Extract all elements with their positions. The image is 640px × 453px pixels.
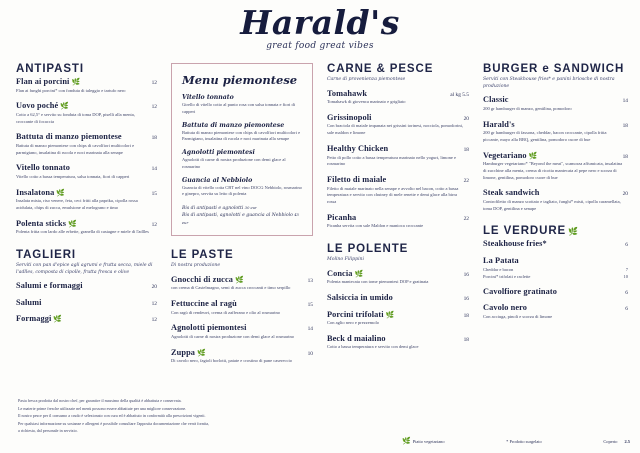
menu-item-name: Insalatona 🌿 [16,187,66,197]
menu-item-name: Salumi [16,297,42,307]
menu-item [483,256,628,280]
piemontese-item-name: Battuta di manzo piemontese [182,121,285,129]
menu-item-name: Porcini trifolati 🌿 [327,309,395,319]
piemontese-item [182,94,302,116]
menu-item-name: Healthy Chicken [327,143,389,153]
section-title-antipasti: ANTIPASTI [16,63,84,75]
menu-item-price: 14 [307,326,313,333]
piemontese-note-price: 30 eur [244,206,257,210]
menu-item-head [171,275,313,285]
menu-item-head [16,281,157,291]
footer-legend-bar [400,437,630,445]
antipasti-items [16,77,157,236]
menu-item-head [16,188,157,198]
menu-item-name: La Patata [483,255,519,265]
leaf-icon: 🌿 [402,437,411,445]
menu-item-name: Flan ai porcini 🌿 [16,77,81,86]
piemontese-item [182,122,302,144]
menu-item-description: Agnolotti di carne di nostra produzione con demi glace al rosmarino [171,333,294,339]
menu-item-description: Di cavolo nero, fagioli borlotti, patate e crostino di pane casereccio [171,358,292,364]
piemontese-note-text: Bis di antipasti e agnolotti [182,206,245,211]
menu-item-price: 20 [622,191,628,198]
menu-item-price: 15 [307,301,313,308]
burger-items [483,95,628,212]
menu-item-description: 200 gr hamburger di fassona, cheddar, bacon croccante, cipolla fritta piccante, mayo alla BBQ, gentilina, pomodoro cuore di bue [483,130,607,142]
menu-item-name: Formaggi 🌿 [16,314,63,324]
menu-item-name: Beck d maialino [327,333,386,343]
menu-item [171,275,313,292]
menu-item-head [483,151,628,161]
menu-item-name: Fettuccine al ragù [171,298,237,308]
menu-item-name: Battuta di manzo piemontese [16,132,122,142]
menu-item [171,323,313,340]
menu-item [171,348,313,365]
menu-item-name: Cavolfiore gratinato [483,286,557,296]
leaf-icon: 🌿 [568,227,579,237]
menu-item-head [16,298,157,308]
menu-item-head [16,163,157,173]
footer-legal-line: Il nostro pesce per il consumo a crudo è selezionato con cura ed è abbattuto in conformità alla prescrizioni vigenti. [18,413,206,419]
piemontese-item-description: Guancia di vitello cotta CBT nel vino DOCG Nebbiolo, rosmarino e ginepro, servita su letto di polenta [182,184,302,197]
menu-item-variant [483,266,628,273]
menu-item-name: Salumi e formaggi [16,281,83,291]
menu-item-description: Battuta di manzo piemontese con chips di cavolfiori multicolori e parmigiano, insalatina di rucola e noci marinata alla senape [16,142,135,155]
menu-item [483,151,628,182]
menu-item-name: Vitello tonnato [16,163,70,173]
section-title-polente: LE POLENTE [327,243,409,256]
menu-item-name: Uovo poché 🌿 [16,101,70,111]
piemontese-item-name: Agnolotti piemontesi [182,149,255,156]
menu-item [16,314,157,324]
column-carne-polente [320,63,476,378]
menu-item-head [483,256,628,266]
menu-item-name: Agnolotti piemontesi [171,323,247,333]
legend-vegetarian-label: Piatto vegetariano [412,439,445,444]
taglieri-items [16,281,157,324]
menu-item [16,163,157,180]
leaf-icon: 🌿 [385,310,395,319]
menu-item [16,77,157,94]
menu-item [327,175,469,206]
piemontese-item-description: Battuta di manzo piemontese con chips di cavolfiori multicolori e Parmigiano, insalatina di rucola e noci marinata alla senape [182,129,301,142]
column-piemontese-paste [164,63,320,378]
section-subtitle-polente: Molino Filippini [327,257,364,263]
menu-item-price: 6 [625,242,628,249]
menu-item [327,293,469,303]
menu-item-name: Classic [483,95,509,105]
section-subtitle-carne: Carne di provenienza piemontese [327,77,406,82]
menu-item [327,269,469,286]
polente-items [327,269,469,351]
menu-item-price: 18 [463,336,469,343]
section-title-taglieri: TAGLIERI [16,248,77,261]
menu-item-name: Filetto di maiale [327,175,387,184]
section-subtitle-paste: Di nostra produzione [171,263,221,269]
footer-legal-line: a richiesta, dal personale in servizio. [18,428,78,434]
menu-item [483,95,628,112]
menu-item [16,188,157,212]
menu-item-description: Hamburger vegetariano* "Beyond the meat", scamorza affumicata, insalatina di zucchine alla menta, crema di ricotta mantecata al pepe nero e scorza di limone, gentilina, pomodoro cuore di bue [483,161,623,180]
menu-item-head [171,348,313,358]
menu-item [483,287,628,297]
menu-item [483,120,628,144]
menu-item-price: 22 [463,215,469,222]
menu-item-price: 12 [151,300,157,307]
leaf-icon: 🌿 [528,151,538,160]
menu-item-name: Cavolo nero [483,303,528,313]
menu-item-description: Cotto a bassa temperatura e servito con demi glace [327,344,419,350]
menu-item-description: Picanha servita con sale Maldon e manioca croccante [327,223,424,229]
menu-item-price: 12 [151,317,157,324]
menu-item-head [483,120,628,130]
menu-item-description: Flan ai funghi porcini* con fonduta di taleggio e tartufo nero [16,87,126,93]
leaf-icon: 🌿 [60,102,70,111]
menu-item-name: Harald's [483,119,515,129]
menu-item-price: 12 [151,104,157,111]
menu-item-description: Tomahawk di giovenca marinato e grigliato [327,99,406,105]
section-subtitle-taglieri: Serviti con pan d'epice agli agrumi e frutta secca, miele di l'adlles, composta di cipolle, frutta fresca e olive [16,262,153,275]
leaf-icon: 🌿 [71,78,81,86]
menu-item-name: Gnocchi di zucca 🌿 [171,274,244,284]
piemontese-item-name: Guancia al Nebbiolo [182,176,253,184]
menu-item-price: 18 [622,153,628,160]
piemontese-note [182,212,302,227]
menu-item-name: Steak sandwich [483,188,540,198]
menu-item-head [327,89,469,99]
menu-item-head [16,101,157,111]
legend-frozen-label: * Prodotto surgelato [506,439,542,444]
menu-item [483,239,628,249]
menu-item-description: Filetto di maiale marinato nella senape e avvolto nel bacon, cotto a bassa temperatura e servito con chutney di mele renette e demi glace alla birra rossa [327,185,459,205]
menu-item-head [16,219,157,229]
menu-item-head [483,287,628,297]
menu-item-price: 18 [622,122,628,129]
menu-item-head [171,323,313,333]
cover-charge-value: 2.5 [624,439,630,444]
menu-item-head [327,113,469,123]
paste-items [171,275,313,365]
piemontese-item-name: Vitello tonnato [182,94,234,101]
section-antipasti [16,63,157,236]
menu-item-name: Salsiccia in umido [327,293,393,302]
menu-item-price: 16 [463,271,469,278]
menu-item-head [327,175,469,185]
menu-item-head [327,144,469,154]
menu-item-description: Petto di pollo cotto a bassa temperatura marinato nello yogurt, limone e rosmarino [327,154,456,167]
piemontese-note [182,205,302,212]
menu-item-description: Con braciola di maiale impanata nei grissini torinesi, nocciola, pomodorini, sale maldon e limone [327,123,463,136]
variant-price: 10 [623,273,628,279]
menu-item-description: Polenta mantecata con tome piemontesi DOP e gratinata [327,279,429,285]
menu-item-head [16,77,157,87]
cover-charge [603,439,630,444]
section-subtitle-burger: Serviti con Steakhouse fries* e panini briosche di nostra produzione [483,77,615,89]
menu-item-head [327,310,469,320]
section-taglieri [16,249,157,324]
piemontese-items [182,94,302,198]
menu-item [16,281,157,291]
menu-item [327,213,469,230]
menu-item [483,188,628,212]
menu-item-name: Zuppa 🌿 [171,347,206,357]
menu-item-price: 10 [307,350,313,357]
menu-item-head [171,299,313,309]
restaurant-logo: Harald's [240,3,400,42]
piemontese-note-price: 45 eur [182,213,299,225]
menu-item-price: 18 [463,312,469,319]
section-title-carne: CARNE & PESCE [327,63,434,75]
leaf-icon: 🌿 [68,219,77,228]
menu-item [16,101,157,125]
menu-item-head [327,293,469,303]
menu-item-price: 20 [463,115,469,122]
menu-item-name: Vegetariano 🌿 [483,150,538,160]
menu-item-name: Tomahawk [327,88,368,98]
leaf-icon: 🌿 [354,269,364,278]
leaf-icon: 🌿 [53,315,63,324]
menu-item-price: 14 [151,166,157,173]
piemontese-item [182,177,302,199]
menu-item [483,303,628,320]
column-antipasti-taglieri [8,63,164,378]
menu-item [327,334,469,351]
menu-item-price: 16 [463,296,469,302]
menu-item-head [483,188,628,198]
menu-item-head [483,239,628,249]
section-title-burger: BURGER e SANDWICH [483,63,625,75]
legend-vegetarian [400,437,445,445]
footer-legal-line: Pasta fresca prodotta dal nostro chef, per garantire il massimo della qualità è abbattuta e conservata. [18,398,182,404]
section-carne [327,63,469,230]
menu-item-description: Polenta fritta con lardo alle erbette, granella di castagne e miele di l'adlles [16,229,149,235]
menu-item-price: 14 [622,98,628,105]
menu-item-name: Concia 🌿 [327,268,364,278]
variant-label: Porcini* trifolati e raclette [483,273,531,279]
menu-item-name: Steakhouse fries* [483,239,547,249]
menu-item-head [483,303,628,313]
footer-legal-line: Per qualsiasi informazione su sostanze e allergeni è possibile consultare l'apposita documentazione che verrà fornita, [18,420,210,426]
menu-item-description: Vitello cotto a bassa temperatura, salsa tonnata, fiori di capperi [16,173,130,179]
section-title-verdure [483,225,628,237]
piemontese-item-description: Agnolotti di carne di nostra produzione con demi glace al rosmarino [182,157,286,169]
menu-item-name: Grissinopoli [327,112,372,122]
piemontese-menu-box [171,63,313,236]
footer-legal-text [18,397,318,435]
verdure-items [483,239,628,320]
menu-item-head [16,132,157,142]
menu-item-name: Picanha [327,212,357,222]
menu-item [327,89,469,106]
carne-items [327,89,469,230]
leaf-icon: 🌿 [56,188,66,197]
menu-item [327,310,469,327]
menu-item-price: 15 [151,190,157,197]
menu-columns [0,63,640,378]
piemontese-title: Menu piemontese [182,73,298,87]
piemontese-item-description: Girello di vitello cotto al punto rosa con salsa tonnata e fiori di capperi [182,102,295,114]
menu-item-description: Insalata mista, riso venere, feta, ceci fritti alla paprika, cipolla rossa acidulata, chips di zucca, emulsione al melograno e timo [16,198,138,210]
variant-price: 7 [625,266,628,272]
section-paste [171,249,313,365]
menu-item-price: 18 [151,135,157,142]
menu-item-head [327,213,469,223]
menu-item-price: 13 [307,277,313,284]
menu-item-description: Cotto a 62,5° e servito su fonduta di toma DOP, piselli alla menta, croccante di focaccia [16,111,135,124]
menu-item [16,219,157,236]
menu-item [327,144,469,168]
leaf-icon: 🌿 [234,275,244,284]
menu-item-head [327,269,469,279]
menu-item-description: Con aglio nero e prezzemolo [327,320,379,326]
menu-item-price: 6 [625,306,628,313]
menu-item-description: 200 gr hamburger di manzo, gentilina, pomodoro [483,105,572,111]
menu-item [327,113,469,137]
piemontese-item [182,149,302,171]
menu-item-price: 18 [463,146,469,153]
menu-item [16,298,157,308]
menu-item-price: 12 [151,80,157,86]
piemontese-note-text: Bis di antipasti, agnolotti e guancia al Nebbiolo [182,213,295,219]
menu-item-price: al kg 5.5 [450,91,469,98]
menu-item-head [16,314,157,324]
column-burger-verdure [476,63,632,378]
restaurant-tagline: great food great vibes [266,41,374,51]
menu-item-description: Controfiletto di manzo scottato e tagliato, funghi* misti, cipolla caramellata, toma DOP, gentilina e senape [483,198,621,211]
menu-item-description: Con ragù di rendeuvi, crema di zafferano e olio al rosmarino [171,309,281,315]
menu-item-description: con crema di Castelmagno, semi di zucca croccanti e timo serpillo [171,285,291,291]
menu-item-description: Con acciuga, pinoli e scorza di limone [483,313,553,319]
section-burger [483,63,628,212]
section-verdure [483,225,628,320]
menu-item-head [483,95,628,105]
footer-legal-line: Le materie prime fresche utilizzate nel menù possono essere abbattute per una migliore conservazione. [18,405,187,411]
section-title-verdure-text: LE VERDURE [483,225,567,238]
menu-item-price: 6 [625,289,628,296]
menu-item-price: 20 [151,284,157,291]
menu-item-price: 12 [151,221,157,228]
leaf-icon: 🌿 [197,348,206,357]
section-polente [327,243,469,351]
menu-item-head [327,334,469,344]
menu-item-variant [483,273,628,280]
menu-item-price: 22 [463,178,469,184]
variant-label: Cheddar e bacon [483,266,514,272]
piemontese-notes [182,205,302,227]
menu-item-name: Polenta sticks 🌿 [16,218,77,228]
section-title-paste: LE PASTE [171,249,234,262]
menu-item [16,132,157,156]
menu-item [171,299,313,316]
menu-header [0,0,640,51]
cover-charge-label: Coperto [603,439,618,444]
